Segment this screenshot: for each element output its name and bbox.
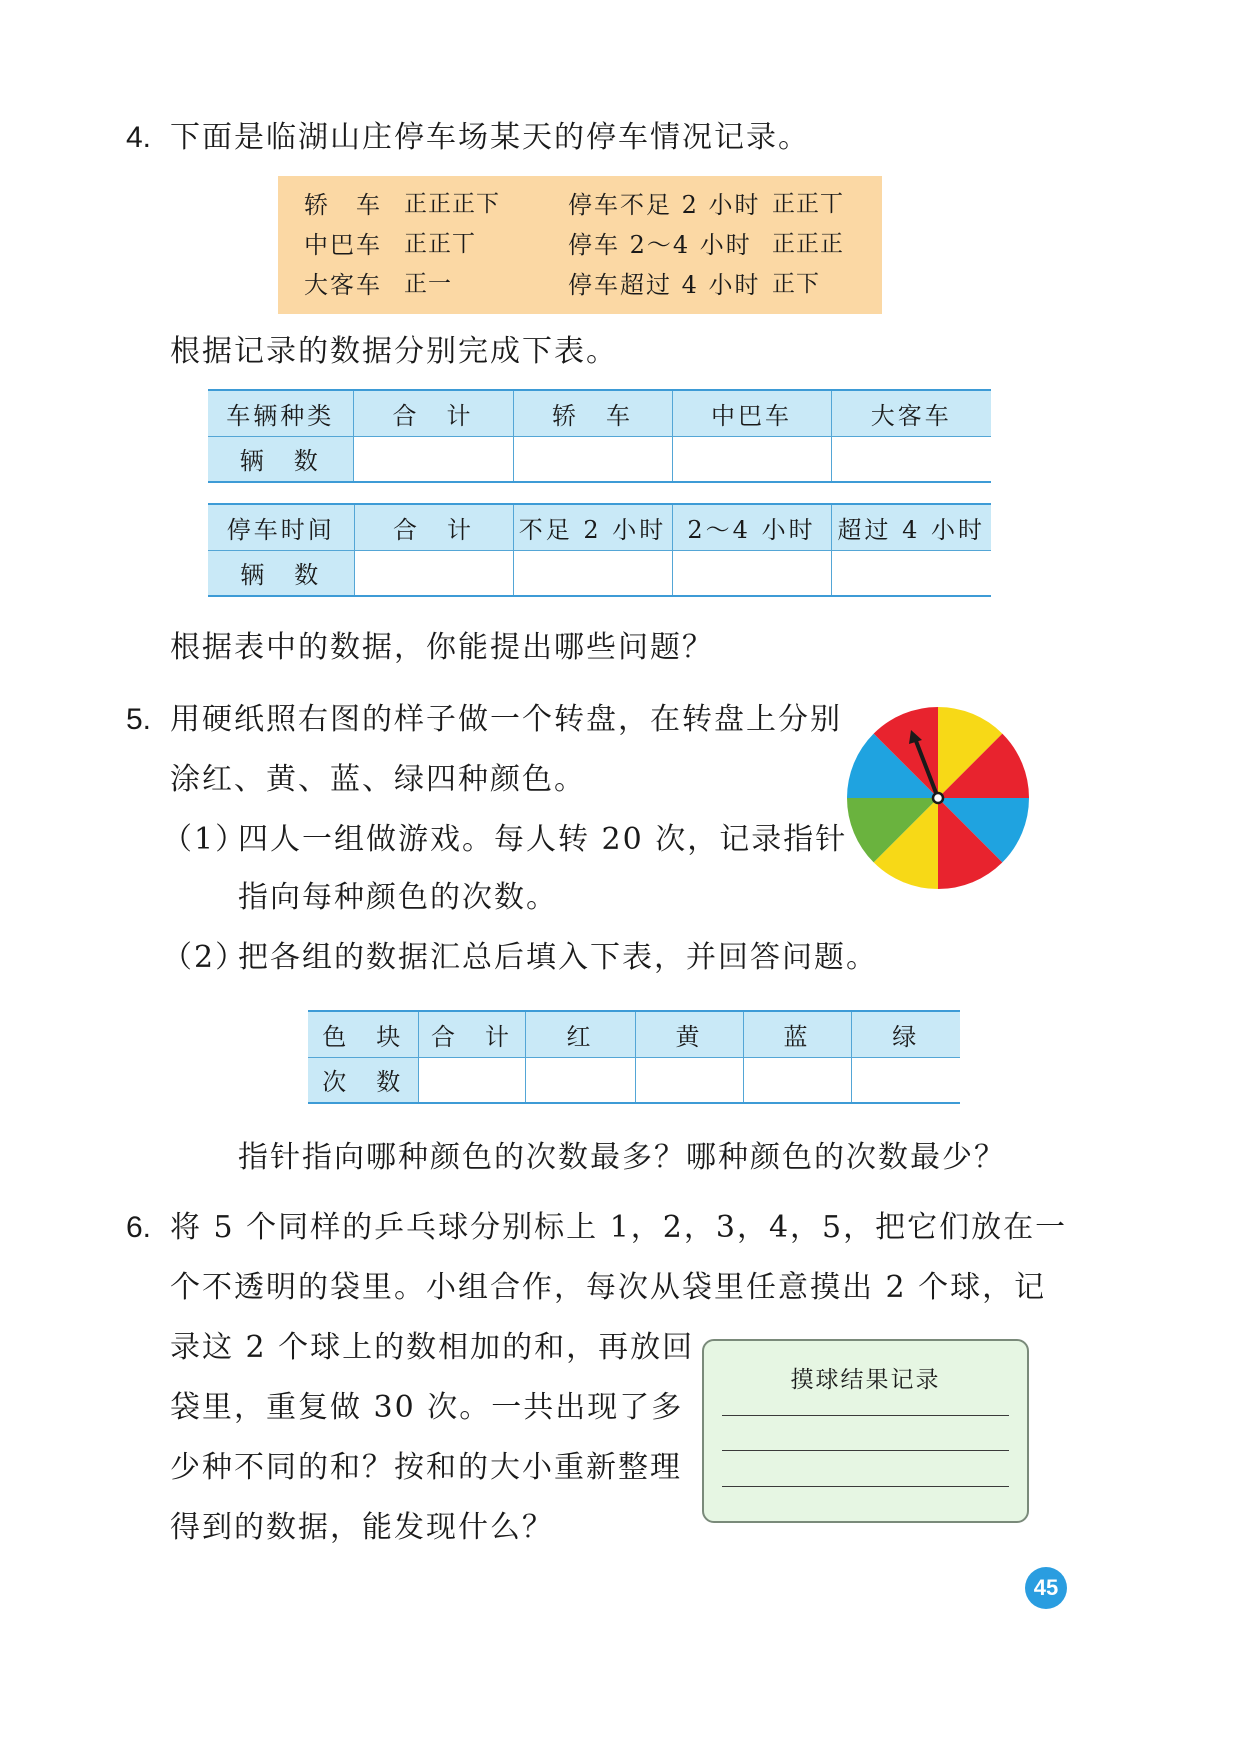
blank-cell: [418, 1057, 525, 1103]
problem-4-number: 4.: [126, 121, 152, 154]
problem-6-line: 录这 2 个球上的数相加的和，再放回: [170, 1330, 695, 1365]
tally-marks: 正一: [404, 271, 452, 297]
blank-cell: [743, 1057, 851, 1103]
record-line: [722, 1450, 1009, 1451]
tally-label: 大客车: [304, 271, 382, 299]
sub-question-label: （1）: [162, 822, 248, 857]
sub-question-line: 指向每种颜色的次数。: [238, 880, 558, 915]
problem-4-intro: 下面是临湖山庄停车场某天的停车情况记录。: [170, 120, 810, 155]
table-header: 不足 2 小时: [513, 504, 672, 550]
table-header: 轿 车: [513, 390, 672, 436]
problem-6-number: 6.: [126, 1211, 152, 1244]
blank-cell: [513, 436, 672, 482]
problem-4-instruction: 根据记录的数据分别完成下表。: [170, 334, 618, 369]
table-row-label: 次 数: [308, 1057, 418, 1103]
table-row-label: 辆 数: [208, 550, 354, 596]
table-header: 蓝: [743, 1011, 851, 1057]
problem-6-line: 将 5 个同样的乒乓球分别标上 1，2，3，4，5，把它们放在一: [170, 1210, 1068, 1245]
problem-6-line: 个不透明的袋里。小组合作，每次从袋里任意摸出 2 个球，记: [170, 1270, 1047, 1305]
blank-cell: [353, 436, 513, 482]
problem-5-question: 指针指向哪种颜色的次数最多？哪种颜色的次数最少？: [238, 1140, 1006, 1175]
table-header: 合 计: [418, 1011, 525, 1057]
table-header: 车辆种类: [208, 390, 353, 436]
sub-question-line: 把各组的数据汇总后填入下表，并回答问题。: [238, 940, 878, 975]
tally-marks: 正下: [772, 271, 820, 297]
record-line: [722, 1415, 1009, 1416]
spinner-wheel: [845, 705, 1031, 891]
blank-cell: [635, 1057, 743, 1103]
sub-question-label: （2）: [162, 940, 248, 975]
tally-record-box: [278, 176, 882, 314]
table-header: 绿: [851, 1011, 960, 1057]
blank-cell: [513, 550, 672, 596]
table-header: 超过 4 小时: [831, 504, 991, 550]
problem-5-line: 用硬纸照右图的样子做一个转盘，在转盘上分别: [170, 702, 842, 737]
parking-time-table: [208, 503, 991, 597]
blank-cell: [851, 1057, 960, 1103]
ball-record-card: [702, 1339, 1029, 1523]
problem-5-line: 涂红、黄、蓝、绿四种颜色。: [170, 762, 586, 797]
table-header: 大客车: [831, 390, 991, 436]
tally-marks: 正正丅: [772, 191, 844, 217]
tally-label: 停车不足 2 小时: [568, 191, 761, 219]
table-header: 2～4 小时: [672, 504, 831, 550]
color-count-table: [308, 1010, 960, 1104]
table-header: 合 计: [353, 390, 513, 436]
record-line: [722, 1486, 1009, 1487]
tally-label: 中巴车: [304, 231, 382, 259]
problem-5-number: 5.: [126, 703, 152, 736]
table-header: 合 计: [354, 504, 513, 550]
blank-cell: [831, 436, 991, 482]
tally-label: 停车超过 4 小时: [568, 271, 761, 299]
blank-cell: [354, 550, 513, 596]
tally-marks: 正正正: [772, 231, 844, 257]
table-header: 红: [525, 1011, 635, 1057]
tally-label: 停车 2～4 小时: [568, 231, 752, 259]
problem-6-line: 得到的数据，能发现什么？: [170, 1510, 554, 1545]
table-header: 中巴车: [672, 390, 831, 436]
spinner-pivot: [933, 793, 943, 803]
blank-cell: [672, 550, 831, 596]
record-card-title: 摸球结果记录: [790, 1367, 941, 1393]
blank-cell: [525, 1057, 635, 1103]
blank-cell: [672, 436, 831, 482]
vehicle-type-table: [208, 389, 991, 483]
blank-cell: [831, 550, 991, 596]
table-row-label: 辆 数: [208, 436, 353, 482]
tally-marks: 正正丅: [404, 231, 476, 257]
problem-4-question: 根据表中的数据，你能提出哪些问题？: [170, 630, 714, 665]
table-header: 停车时间: [208, 504, 354, 550]
table-header: 黄: [635, 1011, 743, 1057]
sub-question-line: 四人一组做游戏。每人转 20 次，记录指针: [238, 822, 848, 857]
page-number-badge: 45: [1025, 1567, 1067, 1609]
tally-marks: 正正正下: [404, 191, 500, 217]
problem-6-line: 少种不同的和？按和的大小重新整理: [170, 1450, 682, 1485]
tally-label: 轿 车: [304, 191, 382, 219]
problem-6-line: 袋里，重复做 30 次。一共出现了多: [170, 1390, 684, 1425]
table-header: 色 块: [308, 1011, 418, 1057]
